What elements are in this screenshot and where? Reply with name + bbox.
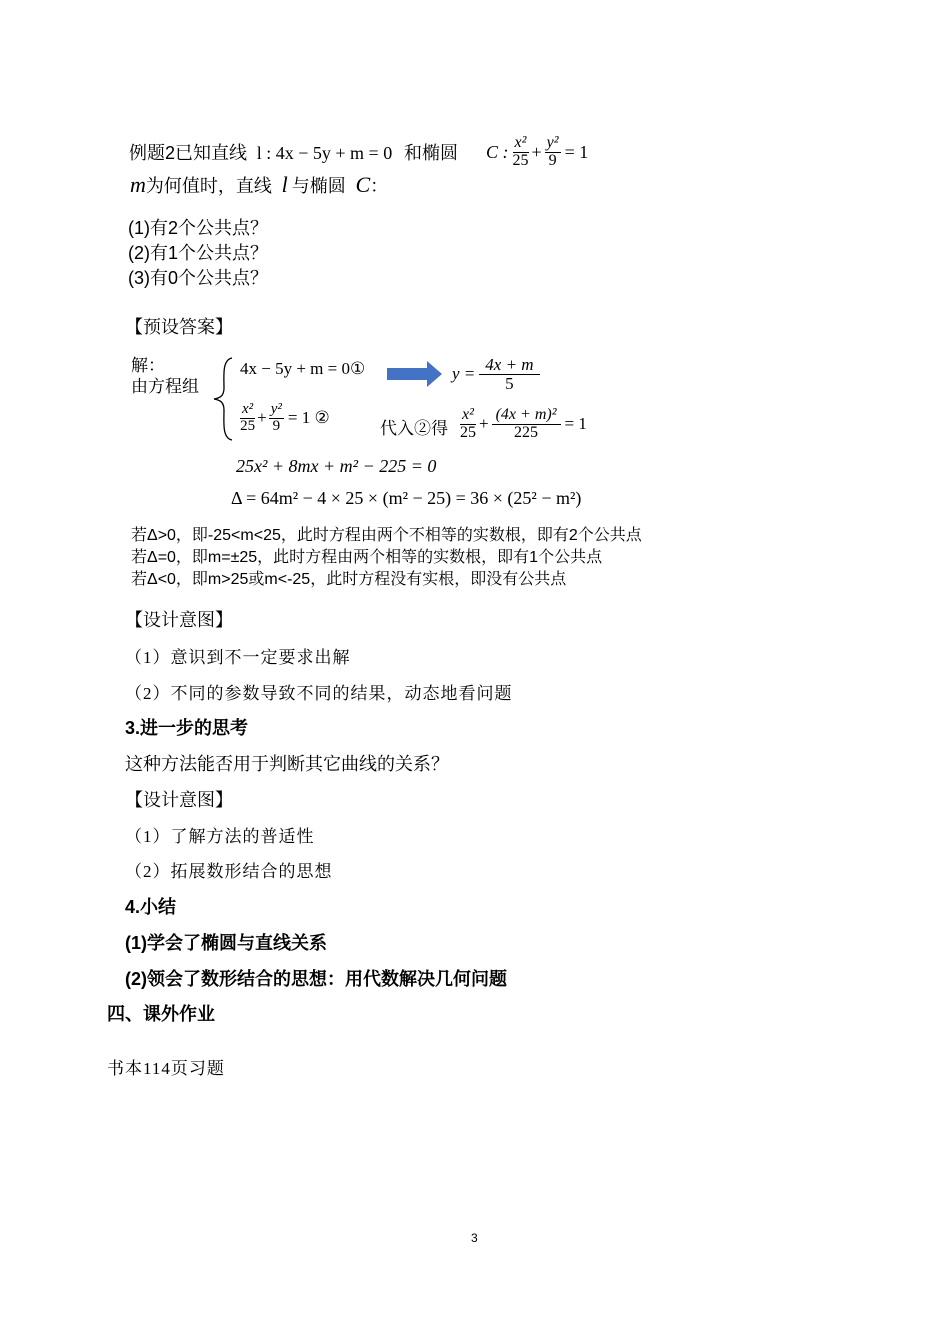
intent2-item-2: （2）拓展数形结合的思想 — [125, 862, 333, 881]
eq2-tail: = 1 ② — [287, 408, 330, 427]
intent1-item-1: （1）意识到不一定要求出解 — [125, 648, 351, 667]
fraction-x-den: 25 — [512, 151, 529, 169]
discriminant-equation: Δ = 64m² − 4 × 25 × (m² − 25) = 36 × (25² − m²) — [231, 488, 582, 508]
example-intro-line — [129, 139, 458, 165]
intent1-item-2: （2）不同的参数导致不同的结果，动态地看问题 — [125, 684, 513, 703]
system-eq-1: 4x − 5y + m = 0① — [240, 359, 366, 378]
y-expression — [452, 348, 540, 400]
fraction-y — [545, 135, 561, 170]
case-zero: 若Δ=0，即m=±25，此时方程由两个相等的实数根，即有1个公共点 — [131, 549, 603, 566]
system-label: 由方程组 — [131, 377, 199, 396]
example-item-3: (3)有0个公共点？ — [128, 268, 269, 288]
section4-item-1: (1)学会了椭圆与直线关系 — [125, 933, 327, 953]
intent1-heading: 【设计意图】 — [125, 610, 233, 630]
section3-title: 3.进一步的思考 — [125, 718, 249, 738]
section4-item-2: (2)领会了数形结合的思想：用代数解决几何问题 — [125, 969, 507, 989]
system-eq-2 — [240, 393, 330, 443]
substituted-equation — [460, 398, 587, 450]
case-positive: 若Δ>0，即-25<m<25，此时方程由两个不相等的实数根，即有2个公共点 — [131, 527, 642, 544]
example-item-1: (1)有2个公共点？ — [128, 218, 269, 238]
fraction-x — [513, 135, 529, 170]
sub-frac-x-num: x² — [460, 407, 476, 425]
sub-frac-2-num: (4x + m)² — [492, 407, 561, 425]
fraction-y-num: y² — [546, 133, 559, 151]
intent2-item-1: （1）了解方法的普适性 — [125, 827, 315, 846]
question-text-1: 为何值时，直线 — [145, 176, 272, 196]
ellipse-equation — [486, 126, 588, 178]
eq2-frac-y-den: 9 — [272, 417, 281, 434]
question-text-2: 与椭圆 — [291, 176, 346, 196]
solution-jie: 解： — [131, 356, 165, 375]
sub-frac-2-den: 225 — [514, 423, 539, 441]
ellipse-plus: + — [531, 141, 542, 162]
line-equation: l : 4x − 5y + m = 0 — [256, 143, 393, 163]
quadratic-equation: 25x² + 8mx + m² − 225 = 0 — [236, 456, 437, 476]
y-frac-den: 5 — [505, 373, 514, 393]
homework-text: 书本114页习题 — [107, 1059, 225, 1078]
question-C: C — [355, 172, 371, 197]
y-frac-num: 4x + m — [479, 356, 539, 375]
sub-frac-x-den: 25 — [460, 423, 476, 441]
question-l: l — [281, 172, 288, 197]
section4-title: 4.小结 — [125, 897, 177, 917]
answer-heading: 【预设答案】 — [125, 317, 233, 337]
example-question-line — [130, 172, 388, 198]
y-lhs: y = — [452, 364, 476, 383]
eq2-frac-x-den: 25 — [240, 417, 256, 434]
sub-tail: = 1 — [564, 414, 587, 433]
example-item-2: (2)有1个公共点？ — [128, 243, 269, 263]
question-colon: ： — [370, 176, 389, 196]
y-fraction — [479, 356, 539, 393]
and-ellipse-text: 和椭圆 — [403, 143, 458, 163]
arrow-right-icon — [387, 361, 443, 387]
sub-fraction-x — [460, 407, 476, 442]
homework-title: 四、课外作业 — [107, 1004, 215, 1024]
intent2-heading: 【设计意图】 — [125, 790, 233, 810]
sub-fraction-2 — [492, 407, 561, 442]
eq2-frac-x-num: x² — [242, 400, 254, 417]
substitute-label: 代入②得 — [380, 419, 448, 438]
system-brace-icon — [210, 356, 238, 442]
ellipse-eq-one: = 1 — [564, 141, 589, 162]
fraction-y-den: 9 — [548, 151, 557, 169]
case-negative: 若Δ<0，即m>25或m<-25，此时方程没有实根，即没有公共点 — [131, 571, 567, 588]
ellipse-prefix: C : — [486, 141, 509, 162]
question-m: m — [130, 172, 146, 197]
fraction-x-num: x² — [513, 135, 529, 153]
section3-question: 这种方法能否用于判断其它曲线的关系？ — [125, 754, 449, 774]
eq2-fraction-y — [269, 402, 284, 435]
sub-plus: + — [479, 414, 489, 433]
eq2-fraction-x — [240, 402, 255, 435]
example-intro: 例题2已知直线 — [129, 143, 248, 163]
eq2-frac-y-num: y² — [270, 400, 282, 417]
eq2-plus: + — [257, 408, 267, 427]
page-number: 3 — [471, 1231, 478, 1245]
